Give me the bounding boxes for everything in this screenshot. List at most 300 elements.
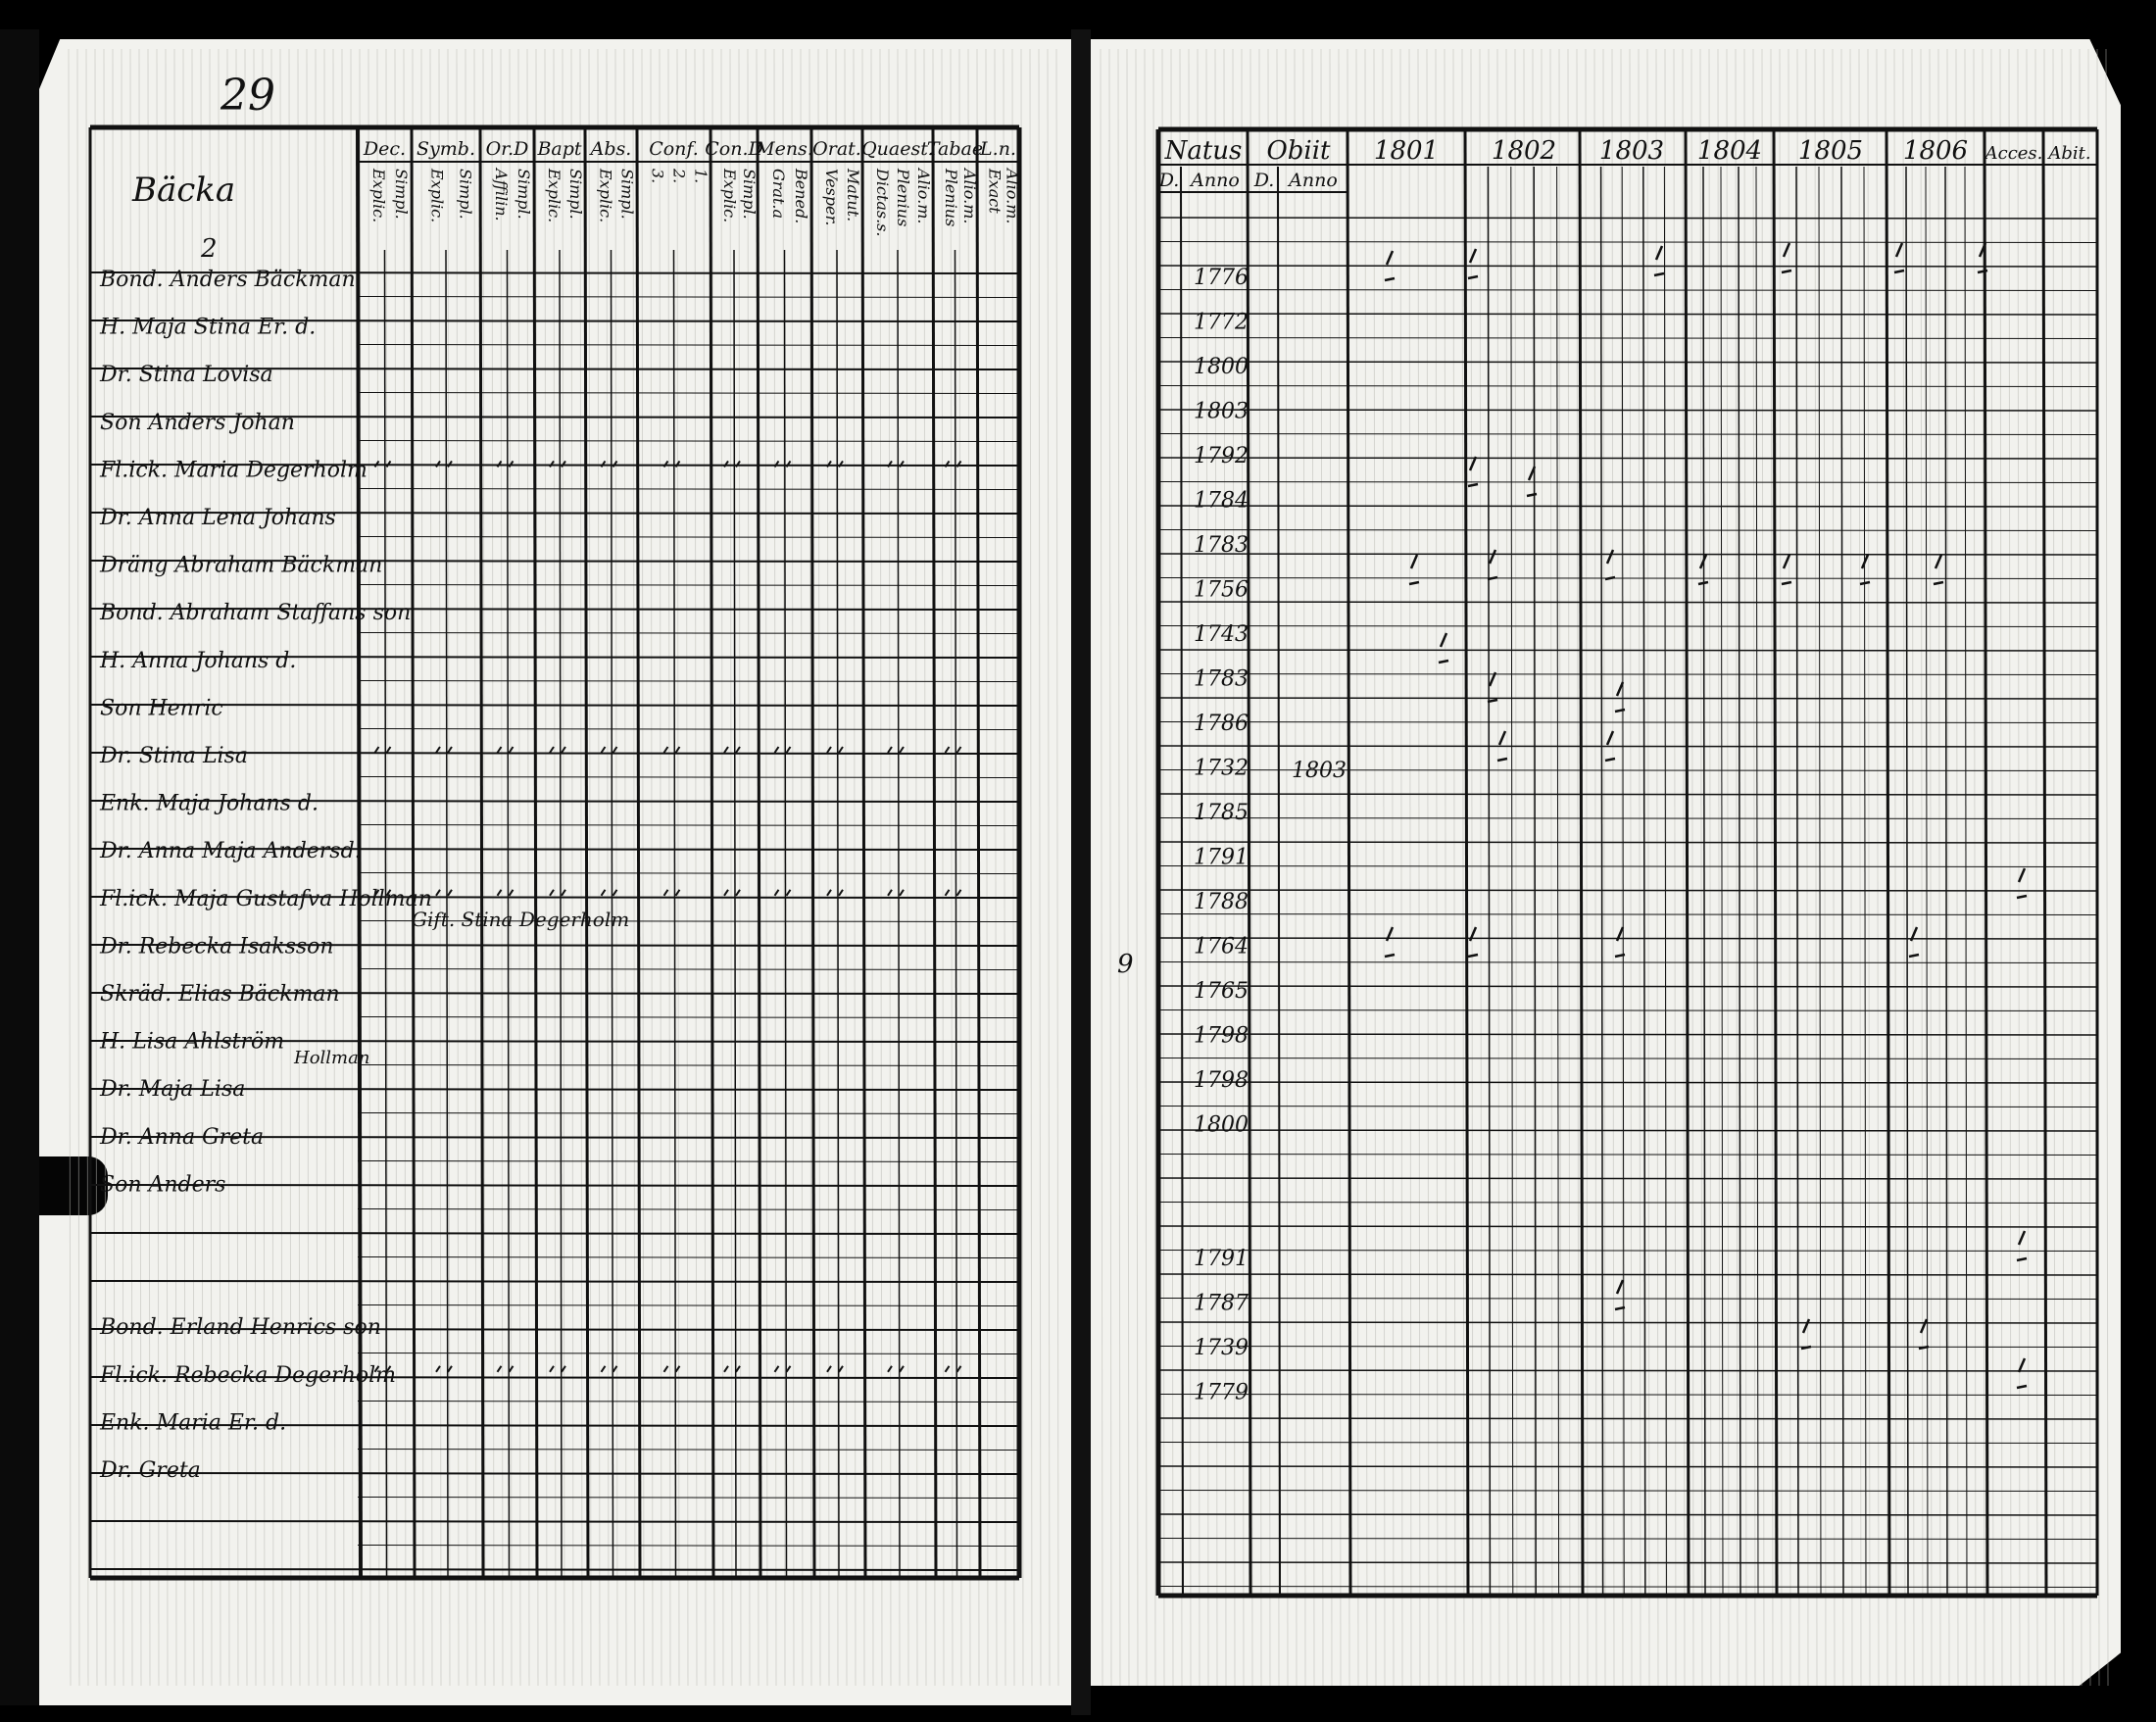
right-row-rule xyxy=(1158,1251,2097,1252)
paper-grain xyxy=(122,49,123,1686)
tally-mark xyxy=(1527,467,1537,496)
paper-grain xyxy=(633,49,635,1686)
right-row-rule xyxy=(1158,1539,2097,1540)
paper-grain xyxy=(651,49,653,1686)
paper-grain xyxy=(1612,49,1614,1686)
right-column-rule xyxy=(2043,129,2046,1596)
paper-grain xyxy=(430,49,432,1686)
paper-grain xyxy=(1471,49,1473,1686)
paper-grain xyxy=(1445,49,1446,1686)
column-subheader: Explic. xyxy=(720,169,739,223)
paper-grain xyxy=(166,49,168,1686)
paper-grain xyxy=(845,49,847,1686)
column-header: Or.D xyxy=(485,138,529,160)
paper-grain xyxy=(801,49,803,1686)
paper-grain xyxy=(1938,49,1940,1686)
paper-grain xyxy=(474,49,476,1686)
paper-grain xyxy=(854,49,856,1686)
right-row-rule xyxy=(1158,650,2097,651)
paper-grain xyxy=(2088,49,2090,1686)
right-row-rule xyxy=(1158,554,2097,555)
column-subheader: 2. xyxy=(669,169,689,184)
paper-grain xyxy=(871,49,873,1686)
paper-grain xyxy=(1427,49,1429,1686)
paper-grain xyxy=(368,49,370,1686)
tally-mark xyxy=(602,890,617,896)
person-name: Bond. Abraham Staffans son xyxy=(100,601,412,626)
right-row-rule xyxy=(1158,842,2097,843)
person-name: Bond. Erland Henrics son xyxy=(100,1315,381,1341)
tally-mark xyxy=(1468,927,1478,957)
tally-mark xyxy=(498,1366,514,1372)
person-name: Fl.ick. Maja Gustafva Hollman xyxy=(100,886,432,911)
birth-year: 1800 xyxy=(1194,355,1249,379)
tally-mark xyxy=(664,747,680,753)
person-name: H. Lisa Ahlström xyxy=(100,1029,285,1055)
tally-mark xyxy=(775,747,791,753)
column-subheader: Explic. xyxy=(427,169,447,223)
birth-year: 1743 xyxy=(1194,622,1249,647)
paper-grain xyxy=(298,49,300,1686)
left-row-rule xyxy=(358,1017,1019,1018)
paper-grain xyxy=(130,49,132,1686)
paper-grain xyxy=(1012,49,1014,1686)
paper-grain xyxy=(1806,49,1808,1686)
person-name: H. Anna Johans d. xyxy=(100,648,297,673)
paper-grain xyxy=(1048,49,1050,1686)
paper-grain xyxy=(1833,49,1835,1686)
paper-grain xyxy=(1480,49,1482,1686)
tally-mark xyxy=(888,747,904,753)
person-name: Son Henric xyxy=(100,696,223,721)
paper-grain xyxy=(792,49,794,1686)
year-subcolumn-rule xyxy=(1841,167,1843,1596)
right-row-rule xyxy=(1158,1274,2097,1275)
tally-mark xyxy=(1409,555,1419,584)
right-row-rule xyxy=(1158,1370,2097,1371)
paper-grain xyxy=(1524,49,1526,1686)
paper-grain xyxy=(1718,49,1720,1686)
birth-year: 1739 xyxy=(1194,1336,1249,1360)
tally-mark xyxy=(827,747,843,753)
paper-grain xyxy=(183,49,185,1686)
paper-grain xyxy=(554,49,556,1686)
column-subheader: Matut. xyxy=(843,169,862,222)
paper-grain xyxy=(1991,49,1993,1686)
tally-mark xyxy=(1782,555,1791,584)
left-row-rule xyxy=(90,1233,1019,1234)
left-row-rule xyxy=(90,1281,1019,1282)
tally-mark xyxy=(1782,243,1791,272)
column-subheader: 3. xyxy=(648,169,667,184)
column-header: Orat. xyxy=(812,138,861,160)
paper-grain xyxy=(889,49,891,1686)
paper-grain xyxy=(1392,49,1394,1686)
right-row-rule xyxy=(1158,362,2097,363)
paper-grain xyxy=(1815,49,1817,1686)
paper-grain xyxy=(1550,49,1552,1686)
paper-grain xyxy=(192,49,194,1686)
year-header: 1802 xyxy=(1491,136,1557,166)
margin-mark: 9 xyxy=(1117,950,1134,979)
paper-grain xyxy=(765,49,767,1686)
year-header: Obiit xyxy=(1266,136,1331,166)
left-row-rule xyxy=(358,681,1019,682)
paper-grain xyxy=(227,49,229,1686)
paper-grain xyxy=(1162,49,1164,1686)
paper-grain xyxy=(704,49,706,1686)
right-row-rule xyxy=(1158,722,2097,723)
paper-grain xyxy=(2062,49,2064,1686)
paper-grain xyxy=(995,49,997,1686)
paper-grain xyxy=(1603,49,1605,1686)
paper-grain xyxy=(1559,49,1561,1686)
right-row-rule xyxy=(1158,818,2097,819)
person-name: Enk. Maja Johans d. xyxy=(100,791,318,816)
paper-grain xyxy=(827,49,829,1686)
paper-grain xyxy=(501,49,503,1686)
right-row-rule xyxy=(1158,506,2097,507)
year-subcolumn-rule xyxy=(1864,167,1866,1596)
paper-grain xyxy=(1039,49,1041,1686)
right-column-rule xyxy=(1774,129,1777,1596)
right-row-rule xyxy=(1158,1443,2097,1444)
right-row-rule xyxy=(1158,1178,2097,1179)
paper-grain xyxy=(1921,49,1923,1686)
left-row-rule xyxy=(358,1257,1019,1258)
paper-grain xyxy=(421,49,423,1686)
person-name: Dr. Stina Lisa xyxy=(100,744,249,768)
paper-grain xyxy=(174,49,176,1686)
paper-grain xyxy=(2106,49,2108,1686)
left-row-rule xyxy=(358,1498,1019,1499)
left-row-rule xyxy=(358,969,1019,970)
paper-grain xyxy=(316,49,318,1686)
tally-mark xyxy=(602,747,617,753)
paper-grain xyxy=(1171,49,1173,1686)
paper-grain xyxy=(1930,49,1932,1686)
paper-grain xyxy=(1356,49,1358,1686)
tally-mark xyxy=(375,747,391,753)
paper-grain xyxy=(271,49,273,1686)
birth-year: 1765 xyxy=(1194,979,1249,1004)
paper-grain xyxy=(1497,49,1499,1686)
year-subcolumn-rule xyxy=(1756,167,1758,1596)
right-row-rule xyxy=(1158,602,2097,603)
left-row-rule xyxy=(358,1113,1019,1114)
person-name: Dr. Greta xyxy=(100,1458,201,1483)
paper-grain xyxy=(951,49,953,1686)
paper-grain xyxy=(1400,49,1402,1686)
paper-grain xyxy=(2035,49,2037,1686)
birth-year: 1779 xyxy=(1194,1380,1249,1405)
paper-grain xyxy=(395,49,397,1686)
paper-grain xyxy=(1709,49,1711,1686)
column-subheader: Explic. xyxy=(545,169,564,223)
year-subcolumn-rule xyxy=(1557,167,1559,1596)
paper-grain xyxy=(1639,49,1641,1686)
tally-mark xyxy=(664,890,680,896)
person-name: Dr. Anna Lena Johans xyxy=(100,506,336,530)
tally-mark xyxy=(602,1366,617,1372)
right-column-rule xyxy=(1686,129,1689,1596)
right-row-rule xyxy=(1158,1395,2097,1396)
left-column-headers xyxy=(363,138,1022,236)
year-subcolumn-rule xyxy=(1945,167,1947,1596)
paper-grain xyxy=(1462,49,1464,1686)
right-row-rule xyxy=(1158,1130,2097,1131)
right-row-rule xyxy=(1158,1322,2097,1323)
paper-grain xyxy=(1656,49,1658,1686)
tally-mark xyxy=(946,890,961,896)
year-header: 1803 xyxy=(1598,136,1665,166)
person-name: Son Anders xyxy=(100,1172,226,1198)
right-row-rule xyxy=(1158,1203,2097,1204)
tally-mark xyxy=(2017,1358,2027,1388)
paper-grain xyxy=(624,49,626,1686)
tally-mark xyxy=(946,747,961,753)
year-header: Abit. xyxy=(2048,143,2091,164)
column-subheader: Exact xyxy=(985,169,1004,214)
birth-year: 1791 xyxy=(1194,845,1249,870)
paper-grain xyxy=(1189,49,1191,1686)
birth-year: 1783 xyxy=(1194,666,1249,692)
column-header: Tabae xyxy=(926,138,984,160)
tally-mark xyxy=(2017,1231,2027,1260)
birth-year: 1784 xyxy=(1194,488,1249,514)
paper-grain xyxy=(1295,49,1297,1686)
right-row-rule xyxy=(1158,1226,2097,1227)
left-row-rule xyxy=(358,825,1019,826)
paper-grain xyxy=(607,49,609,1686)
year-subcolumn-rule xyxy=(1511,167,1513,1596)
tally-mark xyxy=(1909,927,1919,957)
column-subheader: Affilin. xyxy=(492,169,512,221)
paper-grain xyxy=(1303,49,1305,1686)
right-row-rule xyxy=(1158,1491,2097,1492)
paper-grain xyxy=(518,49,520,1686)
paper-grain xyxy=(924,49,926,1686)
paper-grain xyxy=(1877,49,1879,1686)
paper-grain xyxy=(1127,49,1129,1686)
paper-grain xyxy=(2000,49,2002,1686)
paper-grain xyxy=(1365,49,1367,1686)
left-row-rule xyxy=(358,1209,1019,1210)
left-row-rule xyxy=(90,1185,1019,1186)
paper-grain xyxy=(1912,49,1914,1686)
person-name: Dr. Anna Maja Andersd. xyxy=(100,839,362,864)
column-header: Symb. xyxy=(416,138,475,160)
column-header: Abs. xyxy=(590,138,632,160)
paper-grain xyxy=(1321,49,1323,1686)
right-row-rule xyxy=(1158,1587,2097,1588)
paper-grain xyxy=(1101,49,1102,1686)
column-subheader: Explic. xyxy=(369,169,389,223)
year-subcolumn-rule xyxy=(1739,167,1740,1596)
tally-mark xyxy=(827,1366,843,1372)
year-subcolumn-rule xyxy=(1906,167,1908,1596)
paper-grain xyxy=(77,49,79,1686)
paper-grain xyxy=(139,49,141,1686)
right-column-rule xyxy=(1580,129,1583,1596)
birth-year: 1800 xyxy=(1194,1112,1249,1138)
paper-grain xyxy=(942,49,944,1686)
paper-grain xyxy=(86,49,88,1686)
tally-mark xyxy=(436,890,452,896)
column-subheader: Alio.m. xyxy=(914,169,934,224)
column-subheader: Simpl. xyxy=(565,169,585,220)
tally-mark xyxy=(498,461,514,467)
paper-grain xyxy=(1647,49,1649,1686)
paper-grain xyxy=(986,49,988,1686)
paper-grain xyxy=(1542,49,1544,1686)
left-row-rule xyxy=(358,729,1019,730)
year-header: Acces. xyxy=(1984,143,2043,164)
left-row-rule xyxy=(90,1569,1019,1570)
right-row-rule xyxy=(1158,866,2097,867)
paper-grain xyxy=(1903,49,1905,1686)
column-subheader: Simpl. xyxy=(456,169,475,220)
paper-grain xyxy=(1727,49,1729,1686)
paper-grain xyxy=(1577,49,1579,1686)
left-subcolumn-rule xyxy=(734,250,736,1578)
birth-year: 1764 xyxy=(1194,934,1249,959)
paper-grain xyxy=(580,49,582,1686)
left-row-rule xyxy=(90,705,1019,706)
tally-mark xyxy=(827,890,843,896)
birth-year: 1798 xyxy=(1194,1068,1249,1093)
year-header: 1806 xyxy=(1902,136,1969,166)
paper-grain xyxy=(642,49,644,1686)
column-subheader: Dictas.s. xyxy=(872,169,892,237)
person-name: H. Maja Stina Er. d. xyxy=(100,315,317,340)
tally-mark xyxy=(550,1366,565,1372)
paper-grain xyxy=(660,49,662,1686)
left-row-rule xyxy=(90,1521,1019,1522)
column-header: Con.D xyxy=(705,138,763,160)
birth-year: 1772 xyxy=(1194,310,1249,335)
paper-grain xyxy=(748,49,750,1686)
paper-grain xyxy=(571,49,573,1686)
column-subheader: Simpl. xyxy=(391,169,411,220)
column-subheader: Alio.m. xyxy=(959,169,979,224)
paper-grain xyxy=(113,49,115,1686)
right-row-rule xyxy=(1158,1010,2097,1011)
paper-grain xyxy=(1330,49,1332,1686)
paper-grain xyxy=(739,49,741,1686)
death-year: 1803 xyxy=(1292,759,1347,783)
date-subheader: D. xyxy=(1253,170,1275,191)
tally-mark xyxy=(1894,243,1904,272)
paper-grain xyxy=(1736,49,1738,1686)
right-row-rule xyxy=(1158,986,2097,987)
column-header: Bapt xyxy=(537,138,582,160)
paper-grain xyxy=(880,49,882,1686)
year-subcolumn-rule xyxy=(1601,167,1603,1596)
person-name: Fl.ick. Rebecka Degerholm xyxy=(100,1362,397,1388)
paper-grain xyxy=(1586,49,1588,1686)
person-name: Dr. Maja Lisa xyxy=(100,1077,246,1103)
right-row-rule xyxy=(1158,1299,2097,1300)
right-row-rule xyxy=(1158,1514,2097,1515)
paper-grain xyxy=(1674,49,1676,1686)
left-row-rule xyxy=(90,1473,1019,1474)
column-subheader: Simpl. xyxy=(617,169,637,220)
paper-grain xyxy=(254,49,256,1686)
year-header: Natus xyxy=(1164,136,1243,166)
birth-year: 1788 xyxy=(1194,890,1249,914)
tally-mark xyxy=(1801,1319,1811,1349)
paper-grain xyxy=(377,49,379,1686)
column-subheader: Alio.m. xyxy=(1003,169,1022,224)
paper-grain xyxy=(1339,49,1341,1686)
column-header: Dec. xyxy=(363,138,407,160)
paper-grain xyxy=(1753,49,1755,1686)
paper-grain xyxy=(307,49,309,1686)
right-row-rule xyxy=(1158,938,2097,939)
paper-grain xyxy=(2009,49,2011,1686)
paper-grain xyxy=(527,49,529,1686)
right-row-rule xyxy=(1158,314,2097,315)
left-row-rule xyxy=(358,1065,1019,1066)
paper-grain xyxy=(1630,49,1632,1686)
person-name: Fl.ick. Maria Degerholm xyxy=(100,458,368,483)
paper-grain xyxy=(915,49,917,1686)
right-row-rule xyxy=(1158,1347,2097,1348)
paper-grain xyxy=(968,49,970,1686)
paper-grain xyxy=(1136,49,1138,1686)
margin-note: Hollman xyxy=(294,1048,370,1068)
paper-grain xyxy=(95,49,97,1686)
right-row-rule xyxy=(1158,914,2097,915)
birth-year: 1803 xyxy=(1194,399,1249,424)
person-name: Skräd. Elias Bäckman xyxy=(100,982,340,1007)
tally-mark xyxy=(775,890,791,896)
paper-grain xyxy=(466,49,467,1686)
paper-grain xyxy=(219,49,220,1686)
paper-grain xyxy=(1683,49,1685,1686)
paper-grain xyxy=(959,49,961,1686)
paper-grain xyxy=(1145,49,1147,1686)
right-row-rule xyxy=(1158,962,2097,963)
birth-year: 1798 xyxy=(1194,1023,1249,1049)
paper-grain xyxy=(1788,49,1790,1686)
right-column-headers xyxy=(1158,136,2091,191)
right-column-rule xyxy=(1984,129,1987,1596)
tally-mark xyxy=(436,747,452,753)
person-name: Dräng Abraham Bäckman xyxy=(100,553,383,578)
right-row-rule xyxy=(1158,890,2097,891)
paper-texture xyxy=(69,49,2108,1686)
paper-grain xyxy=(1109,49,1111,1686)
year-subcolumn-rule xyxy=(1965,167,1967,1596)
year-subcolumn-rule xyxy=(1721,167,1723,1596)
paper-grain xyxy=(1436,49,1438,1686)
paper-grain xyxy=(1974,49,1976,1686)
paper-grain xyxy=(404,49,406,1686)
paper-grain xyxy=(1824,49,1826,1686)
paper-grain xyxy=(1780,49,1782,1686)
left-row-rule xyxy=(358,777,1019,778)
paper-grain xyxy=(492,49,494,1686)
row-note: Gift. Stina Degerholm xyxy=(412,908,630,931)
paper-grain xyxy=(1771,49,1773,1686)
right-row-rule xyxy=(1158,410,2097,411)
paper-grain xyxy=(1956,49,1958,1686)
left-row-rule xyxy=(358,1450,1019,1451)
right-row-rule xyxy=(1158,266,2097,267)
column-subheader: Plenius xyxy=(942,169,961,227)
